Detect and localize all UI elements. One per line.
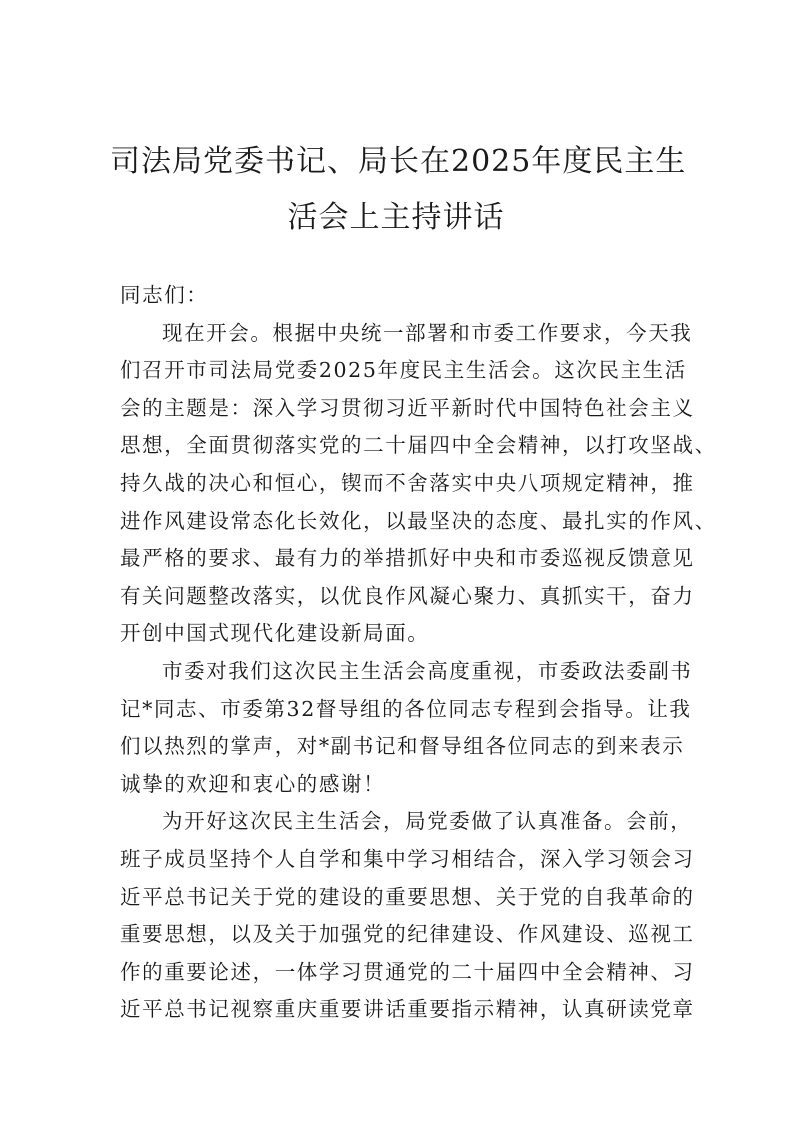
paragraph-line: 近平总书记关于党的建设的重要思想、关于党的自我革命的 [120,884,695,909]
paragraph-line: 最严格的要求、最有力的举措抓好中央和市委巡视反馈意见 [120,546,695,571]
paragraph-2 [120,653,693,803]
paragraph-line: 进作风建设常态化长效化，以最坚决的态度、最扎实的作风、 [120,508,717,533]
paragraph-line: 作的重要论述，一体学习贯通党的二十届四中全会精神、习 [120,959,695,984]
paragraph-line: 们以热烈的掌声，对*副书记和督导组各位同志的到来表示 [120,734,685,759]
document-title [110,134,687,246]
salutation: 同志们： [120,283,209,307]
paragraph-line: 记*同志、市委第32督导组的各位同志专程到会指导。让我 [120,696,692,721]
paragraph-line: 近平总书记视察重庆重要讲话重要指示精神，认真研读党章 [120,997,695,1022]
paragraph-line: 思想，全面贯彻落实党的二十届四中全会精神，以打攻坚战、 [120,433,717,458]
paragraph-line: 现在开会。根据中央统一部署和市委工作要求，今天我 [162,320,693,345]
paragraph-line: 重要思想，以及关于加强党的纪律建设、作风建设、巡视工 [120,922,695,947]
paragraph-line: 会的主题是：深入学习贯彻习近平新时代中国特色社会主义 [120,395,695,420]
paragraph-3 [120,803,695,1029]
title-line-1: 司法局党委书记、局长在2025年度民主生 [110,144,687,179]
paragraph-line: 有关问题整改落实，以优良作风凝心聚力、真抓实干，奋力 [120,583,695,608]
paragraph-line: 持久战的决心和恒心，锲而不舍落实中央八项规定精神，推 [120,470,695,495]
paragraph-line: 开创中国式现代化建设新局面。 [120,621,430,646]
paragraph-line: 为开好这次民主生活会，局党委做了认真准备。会前， [162,809,693,834]
paragraph-line: 班子成员坚持个人自学和集中学习相结合，深入学习领会习 [120,846,695,871]
title-line-2: 活会上主持讲话 [287,200,505,235]
document-body [120,277,717,1029]
paragraph-line: 市委对我们这次民主生活会高度重视，市委政法委副书 [162,658,693,683]
paragraph-line: 们召开市司法局党委2025年度民主生活会。这次民主生活 [120,358,687,383]
paragraph-1 [120,315,717,653]
paragraph-line: 诚挚的欢迎和衷心的感谢！ [120,771,386,796]
